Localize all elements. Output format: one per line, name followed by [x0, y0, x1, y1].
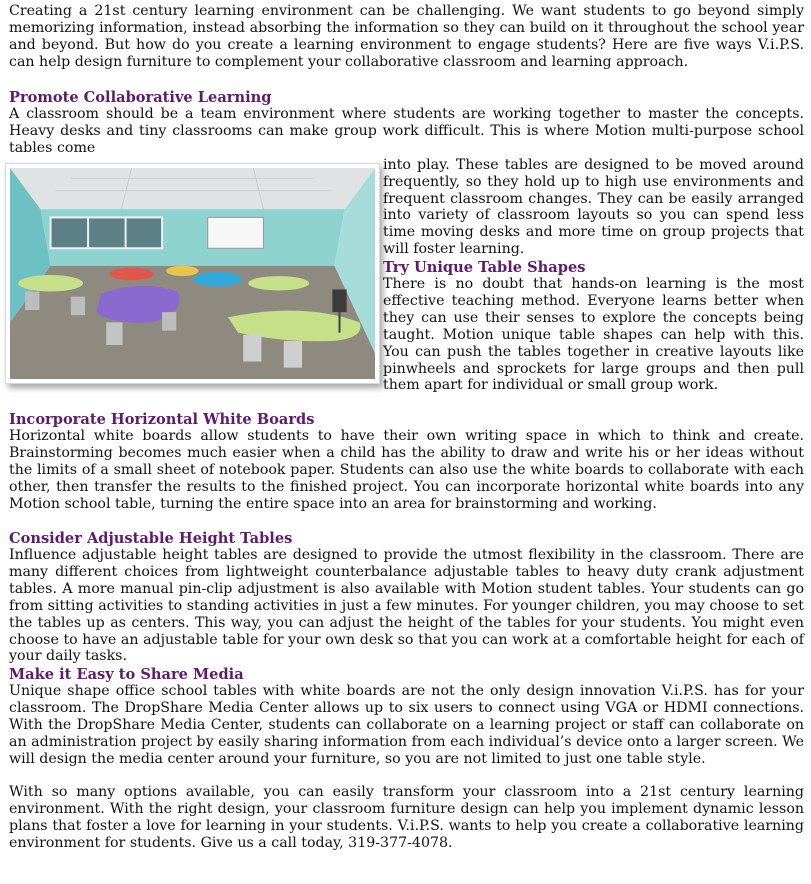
section-body-media: Unique shape office school tables with white boards are not the only design innovation V.i.P.S. has for your classroom. The DropShare Media Center allows up to six users to connect using VGA or HDMI connections. With the DropShare Media Center, students can collaborate on a learning project or staff can collaborate on an administration project by easily sharing information from each individual’s device onto a larger screen. We will design the media center around your furniture, so you are not limited to just one table style. — [9, 683, 804, 767]
classroom-illustration — [10, 168, 375, 379]
section-body-whiteboards: Horizontal white boards allow students to have their own writing space in which to think and create. Brainstorming becomes much easier when a child has the ability to draw and write his or her ideas without the limits of a small sheet of notebook paper. Students can also use the white boards to collaborate with each other, then transfer the results to the finished project. You can incorporate horizontal white boards into any Motion school table, turning the entire space into an area for brainstorming and working. — [9, 428, 804, 512]
intro-paragraph: Creating a 21st century learning environment can be challenging. We want students to go beyond simply memorizing information, instead absorbing the information so they can build on it throughout the school year and beyond. But how do you create a learning environment to engage students? Here are five ways V.i.P.S. can help design furniture to complement your collaborative classroom and learning approach. — [9, 3, 804, 70]
section-media — [9, 666, 804, 768]
section-body-collaborative-side: into play. These tables are designed to be moved around frequently, so they hold up to high use environments and frequent classroom changes. They can be easily arranged into variety of classroom layouts so you can spend less time moving desks and more time on group projects that will foster learning. — [383, 156, 804, 258]
section-adjustable — [9, 530, 804, 665]
section-body-shapes: There is no doubt that hands-on learning is the most effective teaching method. Everyone learns better when they can use their senses to explore the concepts being taught. Motion unique table shapes can help with this. You can push the tables together in creative layouts like pinwheels and sprockets for large groups and then pull them apart for individual or small group work. — [383, 276, 804, 394]
section-shapes — [383, 259, 804, 394]
section-title-shapes: Try Unique Table Shapes — [383, 259, 586, 276]
classroom-photo — [5, 163, 380, 384]
section-body-collaborative-top: A classroom should be a team environment where students are working together to master the concepts. Heavy desks and tiny classrooms can make group work difficult. This is where Motion multi-purpose school tables come — [9, 106, 804, 156]
section-title-media: Make it Easy to Share Media — [9, 666, 244, 683]
section-title-adjustable: Consider Adjustable Height Tables — [9, 530, 293, 547]
section-title-whiteboards: Incorporate Horizontal White Boards — [9, 411, 315, 428]
section-whiteboards — [9, 411, 804, 513]
section-body-adjustable: Influence adjustable height tables are designed to provide the utmost flexibility in the classroom. There are many different choices from lightweight counterbalance adjustable tables to heavy duty crank adjustment tables. A more manual pin-clip adjustment is also available with Motion student tables. Your students can go from sitting activities to standing activities in just a few minutes. For younger children, you may choose to set the tables up as centers. This way, you can adjust the height of the tables for your students. You might even choose to have an adjustable table for your own desk so that you can work at a comfortable height for each of your daily tasks. — [9, 547, 804, 665]
closing-paragraph: With so many options available, you can easily transform your classroom into a 21st century learning environment. With the right design, your classroom furniture design can help you implement dynamic lesson plans that foster a love for learning in your students. V.i.P.S. wants to help you create a collaborative learning environment for students. Give us a call today, 319-377-4078. — [9, 784, 804, 851]
section-title-collaborative: Promote Collaborative Learning — [9, 89, 272, 106]
